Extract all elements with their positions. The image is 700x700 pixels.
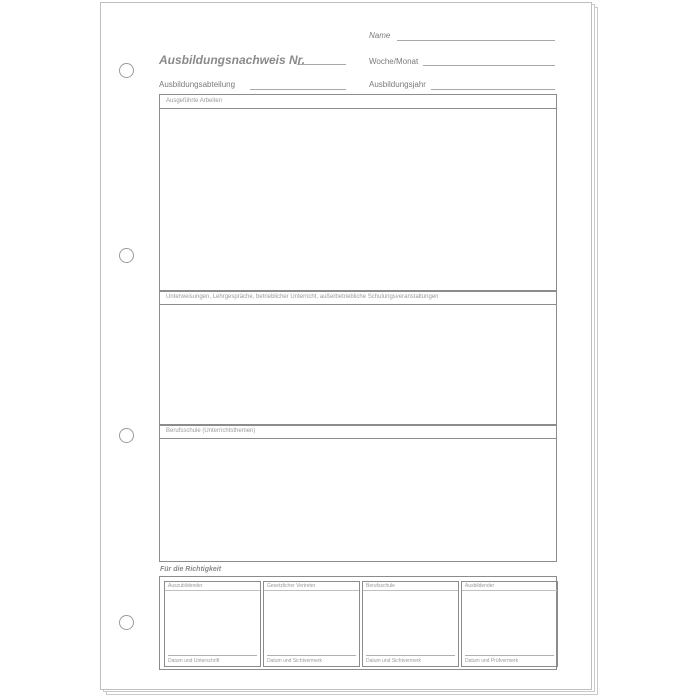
name-line[interactable] bbox=[397, 40, 555, 41]
signatures-row bbox=[159, 576, 557, 670]
section-label: Ausgeführte Arbeiten bbox=[160, 95, 556, 109]
section-instruction[interactable] bbox=[159, 290, 557, 426]
punch-hole bbox=[119, 63, 134, 78]
form-title: Ausbildungsnachweis Nr. bbox=[159, 53, 306, 67]
signatures-title: Für die Richtigkeit bbox=[160, 566, 222, 573]
signature-footer: Datum und Prüfvermerk bbox=[465, 658, 519, 664]
section-label: Unterweisungen, Lehrgespräche, betrieblicher Unterricht, außerbetriebliche Schulungsveranstaltungen bbox=[160, 291, 556, 305]
section-vocational-school[interactable] bbox=[159, 424, 557, 562]
signature-role: Gesetzlicher Vertreter bbox=[264, 582, 359, 591]
signature-line bbox=[465, 655, 554, 656]
signature-box-apprentice[interactable] bbox=[164, 581, 261, 667]
signature-box-legal-guardian[interactable] bbox=[263, 581, 360, 667]
punch-hole bbox=[119, 615, 134, 630]
section-work-performed[interactable] bbox=[159, 94, 557, 292]
signature-line bbox=[168, 655, 257, 656]
week-month-line[interactable] bbox=[423, 65, 555, 66]
signature-role: Ausbildender bbox=[462, 582, 557, 591]
signature-footer: Datum und Sichtvermerk bbox=[366, 658, 422, 664]
form-page bbox=[100, 2, 592, 690]
signature-line bbox=[366, 655, 455, 656]
signature-footer: Datum und Sichtvermerk bbox=[267, 658, 323, 664]
signature-line bbox=[267, 655, 356, 656]
training-year-label: Ausbildungsjahr bbox=[369, 80, 426, 89]
signature-box-vocational-school[interactable] bbox=[362, 581, 459, 667]
name-label: Name bbox=[369, 31, 391, 40]
section-label: Berufsschule (Unterrichtsthemen) bbox=[160, 425, 556, 439]
signature-footer: Datum und Unterschrift bbox=[168, 658, 220, 664]
punch-hole bbox=[119, 248, 134, 263]
signature-box-trainer[interactable] bbox=[461, 581, 558, 667]
signature-role: Berufsschule bbox=[363, 582, 458, 591]
week-month-label: Woche/Monat bbox=[369, 57, 419, 66]
department-line[interactable] bbox=[250, 89, 346, 90]
department-label: Ausbildungsabteilung bbox=[159, 80, 236, 89]
punch-hole bbox=[119, 428, 134, 443]
report-number-line[interactable] bbox=[297, 64, 346, 65]
training-year-line[interactable] bbox=[431, 89, 555, 90]
signature-role: Auszubildender bbox=[165, 582, 260, 591]
